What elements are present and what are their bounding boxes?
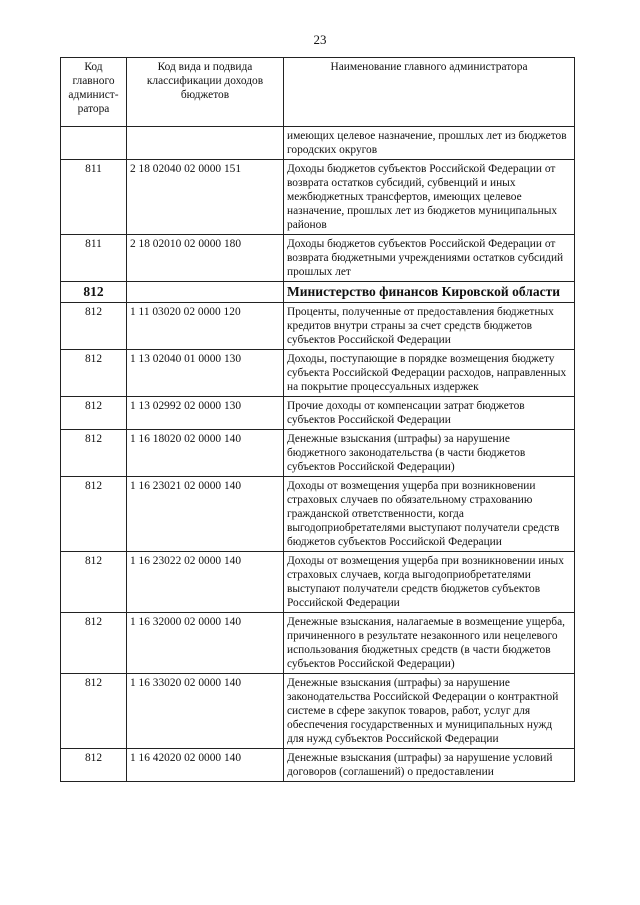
revenue-code-cell: 1 13 02040 01 0000 130 (127, 350, 284, 397)
admin-name-cell: Доходы, поступающие в порядке возмещения бюджету субъекта Российской Федерации расходов, направленных на покрытие процессуальных издержек (284, 350, 575, 397)
admin-code-cell: 812 (61, 397, 127, 430)
revenue-code-cell: 1 16 32000 02 0000 140 (127, 613, 284, 674)
table-row (61, 674, 575, 749)
admin-code-cell: 812 (61, 749, 127, 782)
table-row (61, 235, 575, 282)
revenue-administrators-table (60, 57, 575, 782)
admin-code-cell: 812 (61, 552, 127, 613)
table-row (61, 477, 575, 552)
admin-code-cell (61, 127, 127, 160)
header-admin-name: Наименование главного администратора (284, 58, 575, 127)
admin-name-cell: Денежные взыскания (штрафы) за нарушение условий договоров (соглашений) о предоставлении (284, 749, 575, 782)
table-row (61, 552, 575, 613)
admin-name-cell: Доходы от возмещения ущерба при возникновении иных страховых случаев, когда выгодоприобретателями выступают получатели средств бюджетов субъектов Российской Федерации (284, 552, 575, 613)
revenue-code-cell: 1 16 33020 02 0000 140 (127, 674, 284, 749)
admin-code-cell: 812 (61, 674, 127, 749)
admin-name-cell: Денежные взыскания (штрафы) за нарушение бюджетного законодательства (в части бюджетов субъектов Российской Федерации) (284, 430, 575, 477)
table-row (61, 127, 575, 160)
revenue-code-cell: 2 18 02010 02 0000 180 (127, 235, 284, 282)
revenue-code-cell (127, 127, 284, 160)
table-row (61, 282, 575, 303)
admin-code-cell: 812 (61, 430, 127, 477)
header-admin-code: Код главного админист-ратора (61, 58, 127, 127)
admin-name-cell: имеющих целевое назначение, прошлых лет из бюджетов городских округов (284, 127, 575, 160)
revenue-code-cell: 1 11 03020 02 0000 120 (127, 303, 284, 350)
admin-name-cell: Министерство финансов Кировской области (284, 282, 575, 303)
admin-name-cell: Доходы от возмещения ущерба при возникновении страховых случаев по обязательному страхованию гражданской ответственности, когда выгодоприобретателями выступают получатели средств бюджетов субъектов Российской Федерации (284, 477, 575, 552)
admin-code-cell: 812 (61, 613, 127, 674)
admin-name-cell: Доходы бюджетов субъектов Российской Федерации от возврата остатков субсидий, субвенций и иных межбюджетных трансфертов, имеющих целевое назначение, прошлых лет из бюджетов муниципальных районов (284, 160, 575, 235)
table-row (61, 160, 575, 235)
admin-name-cell: Прочие доходы от компенсации затрат бюджетов субъектов Российской Федерации (284, 397, 575, 430)
admin-code-cell: 812 (61, 282, 127, 303)
table-row (61, 613, 575, 674)
revenue-code-cell: 1 16 42020 02 0000 140 (127, 749, 284, 782)
admin-name-cell: Проценты, полученные от предоставления бюджетных кредитов внутри страны за счет средств бюджетов субъектов Российской Федерации (284, 303, 575, 350)
page-number: 23 (313, 32, 327, 47)
table-row (61, 397, 575, 430)
revenue-code-cell: 1 16 18020 02 0000 140 (127, 430, 284, 477)
admin-code-cell: 812 (61, 303, 127, 350)
table-row (61, 350, 575, 397)
table-row (61, 303, 575, 350)
table-header-row (61, 58, 575, 127)
admin-name-cell: Доходы бюджетов субъектов Российской Федерации от возврата бюджетными учреждениями остатков субсидий прошлых лет (284, 235, 575, 282)
header-revenue-code: Код вида и подвида классификации доходов бюджетов (127, 58, 284, 127)
admin-code-cell: 811 (61, 160, 127, 235)
admin-code-cell: 812 (61, 477, 127, 552)
revenue-code-cell (127, 282, 284, 303)
admin-name-cell: Денежные взыскания, налагаемые в возмещение ущерба, причиненного в результате незаконного или нецелевого использования бюджетных средств (в части бюджетов субъектов Российской Федерации) (284, 613, 575, 674)
table-row (61, 430, 575, 477)
admin-code-cell: 812 (61, 350, 127, 397)
revenue-code-cell: 1 16 23022 02 0000 140 (127, 552, 284, 613)
revenue-code-cell: 2 18 02040 02 0000 151 (127, 160, 284, 235)
revenue-code-cell: 1 13 02992 02 0000 130 (127, 397, 284, 430)
admin-code-cell: 811 (61, 235, 127, 282)
table-row (61, 749, 575, 782)
revenue-code-cell: 1 16 23021 02 0000 140 (127, 477, 284, 552)
admin-name-cell: Денежные взыскания (штрафы) за нарушение законодательства Российской Федерации о контрактной системе в сфере закупок товаров, работ, услуг для обеспечения государственных и муниципальных нужд для нужд субъектов Российской Федерации (284, 674, 575, 749)
